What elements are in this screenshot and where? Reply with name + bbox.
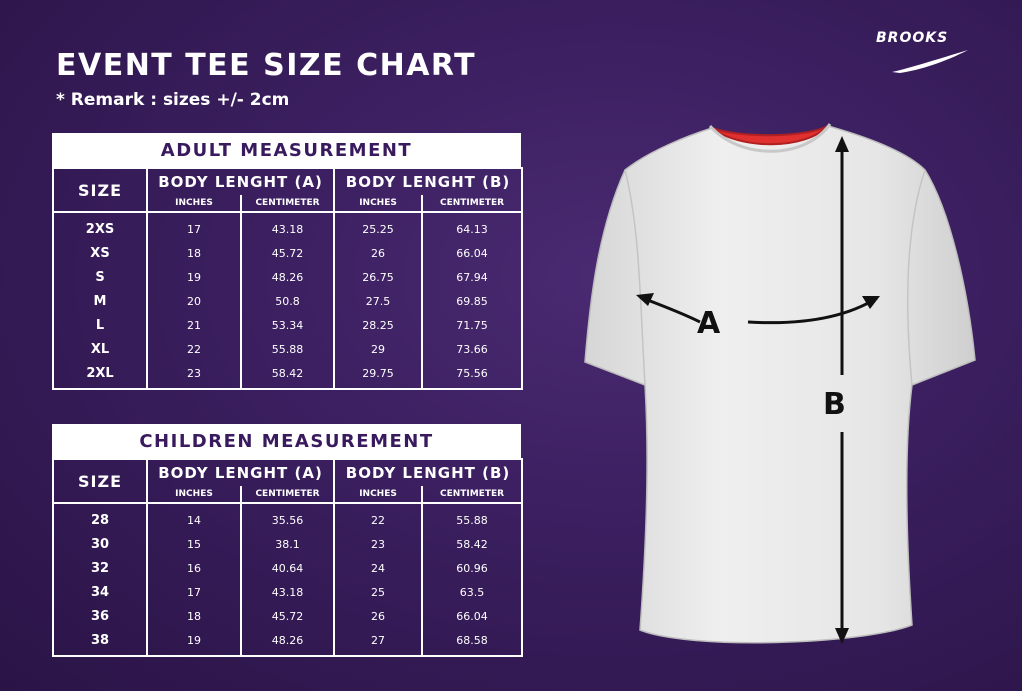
b-inches-cell: 24 <box>334 556 422 580</box>
b-cm-cell: 66.04 <box>422 241 522 265</box>
a-inches-cell: 17 <box>147 212 241 241</box>
unit-inches-header: INCHES <box>147 486 241 503</box>
b-inches-cell: 26 <box>334 241 422 265</box>
a-cm-cell: 38.1 <box>241 532 334 556</box>
a-inches-cell: 18 <box>147 604 241 628</box>
unit-inches-header: INCHES <box>334 486 422 503</box>
size-cell: 2XL <box>53 361 147 389</box>
b-inches-cell: 27 <box>334 628 422 656</box>
b-inches-cell: 29 <box>334 337 422 361</box>
children-measurement-table <box>52 424 521 657</box>
size-cell: 34 <box>53 580 147 604</box>
a-inches-cell: 15 <box>147 532 241 556</box>
b-cm-cell: 68.58 <box>422 628 522 656</box>
adult-table-title: ADULT MEASUREMENT <box>52 133 521 167</box>
b-inches-cell: 23 <box>334 532 422 556</box>
label-b: B <box>823 387 846 422</box>
b-inches-cell: 29.75 <box>334 361 422 389</box>
b-cm-cell: 73.66 <box>422 337 522 361</box>
body-length-a-header: BODY LENGHT (A) <box>147 168 334 195</box>
a-cm-cell: 50.8 <box>241 289 334 313</box>
page-title: EVENT TEE SIZE CHART <box>56 48 477 83</box>
a-inches-cell: 16 <box>147 556 241 580</box>
table-row <box>53 532 522 556</box>
a-cm-cell: 35.56 <box>241 503 334 532</box>
b-cm-cell: 55.88 <box>422 503 522 532</box>
b-cm-cell: 69.85 <box>422 289 522 313</box>
body-length-a-header: BODY LENGHT (A) <box>147 459 334 486</box>
size-cell: 28 <box>53 503 147 532</box>
unit-inches-header: INCHES <box>334 195 422 212</box>
a-cm-cell: 45.72 <box>241 604 334 628</box>
a-cm-cell: 43.18 <box>241 212 334 241</box>
adult-measurement-table <box>52 133 521 390</box>
a-inches-cell: 18 <box>147 241 241 265</box>
unit-centimeter-header: CENTIMETER <box>422 195 522 212</box>
table-row <box>53 265 522 289</box>
a-cm-cell: 48.26 <box>241 628 334 656</box>
table-row <box>53 604 522 628</box>
b-inches-cell: 25 <box>334 580 422 604</box>
size-cell: 36 <box>53 604 147 628</box>
size-cell: S <box>53 265 147 289</box>
tshirt-diagram <box>580 100 980 660</box>
b-cm-cell: 71.75 <box>422 313 522 337</box>
table-row <box>53 313 522 337</box>
size-cell: 2XS <box>53 212 147 241</box>
a-cm-cell: 40.64 <box>241 556 334 580</box>
b-cm-cell: 66.04 <box>422 604 522 628</box>
a-inches-cell: 17 <box>147 580 241 604</box>
b-cm-cell: 75.56 <box>422 361 522 389</box>
children-table-title: CHILDREN MEASUREMENT <box>52 424 521 458</box>
table-row <box>53 241 522 265</box>
size-cell: XS <box>53 241 147 265</box>
b-cm-cell: 60.96 <box>422 556 522 580</box>
size-cell: L <box>53 313 147 337</box>
b-cm-cell: 64.13 <box>422 212 522 241</box>
unit-centimeter-header: CENTIMETER <box>241 486 334 503</box>
size-remark: * Remark : sizes +/- 2cm <box>56 90 290 110</box>
a-cm-cell: 43.18 <box>241 580 334 604</box>
a-cm-cell: 58.42 <box>241 361 334 389</box>
size-header: SIZE <box>53 459 147 503</box>
b-cm-cell: 63.5 <box>422 580 522 604</box>
a-inches-cell: 19 <box>147 265 241 289</box>
b-inches-cell: 28.25 <box>334 313 422 337</box>
b-inches-cell: 26.75 <box>334 265 422 289</box>
a-inches-cell: 19 <box>147 628 241 656</box>
a-inches-cell: 22 <box>147 337 241 361</box>
unit-inches-header: INCHES <box>147 195 241 212</box>
a-cm-cell: 45.72 <box>241 241 334 265</box>
swoosh-icon <box>890 46 970 74</box>
b-cm-cell: 67.94 <box>422 265 522 289</box>
a-inches-cell: 23 <box>147 361 241 389</box>
label-a: A <box>697 306 721 341</box>
a-inches-cell: 14 <box>147 503 241 532</box>
body-length-b-header: BODY LENGHT (B) <box>334 459 522 486</box>
size-cell: 38 <box>53 628 147 656</box>
unit-centimeter-header: CENTIMETER <box>241 195 334 212</box>
table-row <box>53 361 522 389</box>
a-inches-cell: 21 <box>147 313 241 337</box>
a-cm-cell: 55.88 <box>241 337 334 361</box>
table-row <box>53 337 522 361</box>
b-cm-cell: 58.42 <box>422 532 522 556</box>
size-cell: XL <box>53 337 147 361</box>
b-inches-cell: 22 <box>334 503 422 532</box>
size-header: SIZE <box>53 168 147 212</box>
a-cm-cell: 48.26 <box>241 265 334 289</box>
table-row <box>53 212 522 241</box>
b-inches-cell: 25.25 <box>334 212 422 241</box>
a-cm-cell: 53.34 <box>241 313 334 337</box>
table-row <box>53 556 522 580</box>
table-row <box>53 503 522 532</box>
table-row <box>53 628 522 656</box>
table-row <box>53 580 522 604</box>
b-inches-cell: 26 <box>334 604 422 628</box>
b-inches-cell: 27.5 <box>334 289 422 313</box>
unit-centimeter-header: CENTIMETER <box>422 486 522 503</box>
brand-name: BROOKS <box>876 30 949 46</box>
brooks-logo <box>876 30 986 80</box>
body-length-b-header: BODY LENGHT (B) <box>334 168 522 195</box>
table-row <box>53 289 522 313</box>
a-inches-cell: 20 <box>147 289 241 313</box>
size-cell: 32 <box>53 556 147 580</box>
size-cell: 30 <box>53 532 147 556</box>
size-cell: M <box>53 289 147 313</box>
